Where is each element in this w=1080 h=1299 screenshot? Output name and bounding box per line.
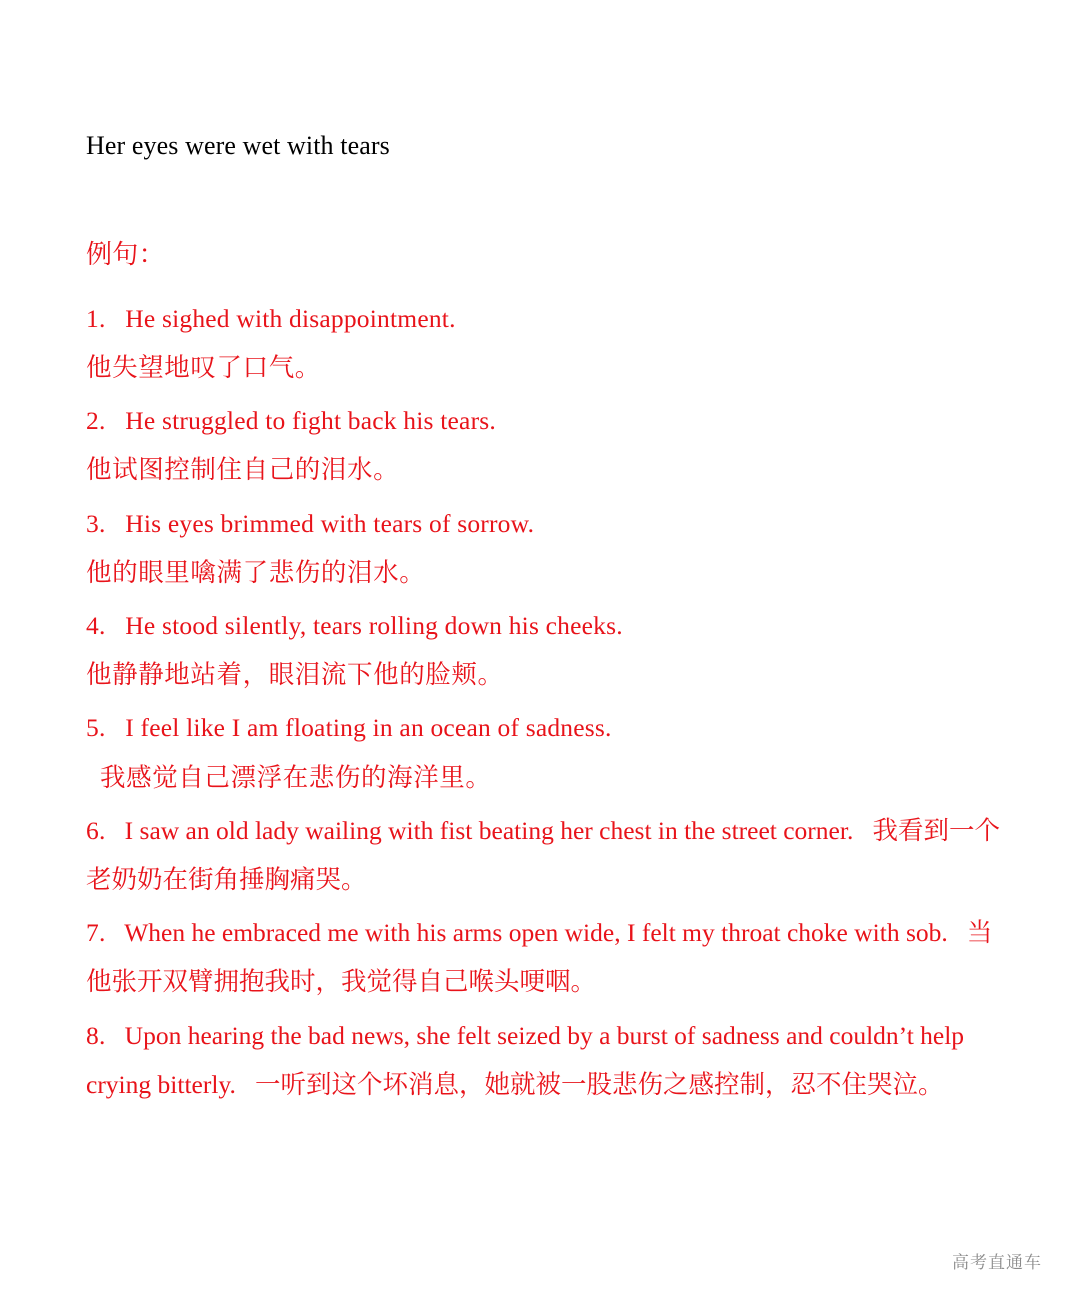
example-number: 8. bbox=[86, 1020, 106, 1050]
example-mixed-line bbox=[86, 908, 1016, 1006]
example-item-1 bbox=[86, 294, 1016, 392]
example-item-5 bbox=[86, 703, 1016, 801]
example-cn-text: 一听到这个坏消息，她就被一股悲伤之感控制，忍不住哭泣。 bbox=[255, 1069, 944, 1099]
example-item-4 bbox=[86, 601, 1016, 699]
example-item-3 bbox=[86, 499, 1016, 597]
example-en-text: I feel like I am floating in an ocean of sadness. bbox=[125, 713, 612, 743]
document-body bbox=[86, 130, 1016, 1113]
example-number: 3. bbox=[86, 508, 106, 538]
example-cn-line: 他静静地站着，眼泪流下他的脸颊。 bbox=[86, 660, 504, 690]
example-en-line bbox=[86, 294, 1016, 343]
example-en-text: When he embraced me with his arms open wide, I felt my throat choke with sob. bbox=[124, 918, 948, 948]
example-cn-line: 我感觉自己漂浮在悲伤的海洋里。 bbox=[100, 762, 492, 792]
example-en-text: He stood silently, tears rolling down his cheeks. bbox=[125, 610, 623, 640]
example-en-text: His eyes brimmed with tears of sorrow. bbox=[125, 508, 535, 538]
example-item-6 bbox=[86, 806, 1016, 904]
example-number: 1. bbox=[86, 303, 106, 333]
example-number: 2. bbox=[86, 406, 106, 436]
example-en-line bbox=[86, 396, 1016, 445]
title-spacer bbox=[86, 161, 1016, 239]
example-cn-line: 他的眼里噙满了悲伤的泪水。 bbox=[86, 557, 426, 587]
example-en-text: Upon hearing the bad news, she felt seized by a burst of sadness and couldn’t help crying bitterly. bbox=[86, 1020, 965, 1099]
example-en-line bbox=[86, 499, 1016, 548]
example-number: 6. bbox=[86, 815, 106, 845]
page-title: Her eyes were wet with tears bbox=[86, 131, 390, 160]
example-en-text: I saw an old lady wailing with fist beating her chest in the street corner. bbox=[124, 815, 854, 845]
example-en-text: He struggled to fight back his tears. bbox=[125, 406, 496, 436]
example-en-line bbox=[86, 703, 1016, 752]
examples-label: 例句： bbox=[86, 240, 165, 270]
example-number: 7. bbox=[86, 918, 106, 948]
example-number: 4. bbox=[86, 610, 106, 640]
example-en-line bbox=[86, 601, 1016, 650]
example-en-text: He sighed with disappointment. bbox=[125, 303, 456, 333]
example-cn-line: 他失望地叹了口气。 bbox=[86, 352, 321, 382]
watermark: 高考直通车 bbox=[952, 1253, 1042, 1272]
example-mixed-line bbox=[86, 1011, 1016, 1109]
example-item-2 bbox=[86, 396, 1016, 494]
example-mixed-line bbox=[86, 806, 1016, 904]
example-cn-text: 我看到一个老奶奶在街角捶胸痛哭。 bbox=[86, 815, 1000, 894]
example-cn-line: 他试图控制住自己的泪水。 bbox=[86, 455, 400, 485]
example-number: 5. bbox=[86, 713, 106, 743]
example-item-8 bbox=[86, 1011, 1016, 1109]
example-item-7 bbox=[86, 908, 1016, 1006]
example-cn-text: 当他张开双臂拥抱我时，我觉得自己喉头哽咽。 bbox=[86, 918, 993, 997]
